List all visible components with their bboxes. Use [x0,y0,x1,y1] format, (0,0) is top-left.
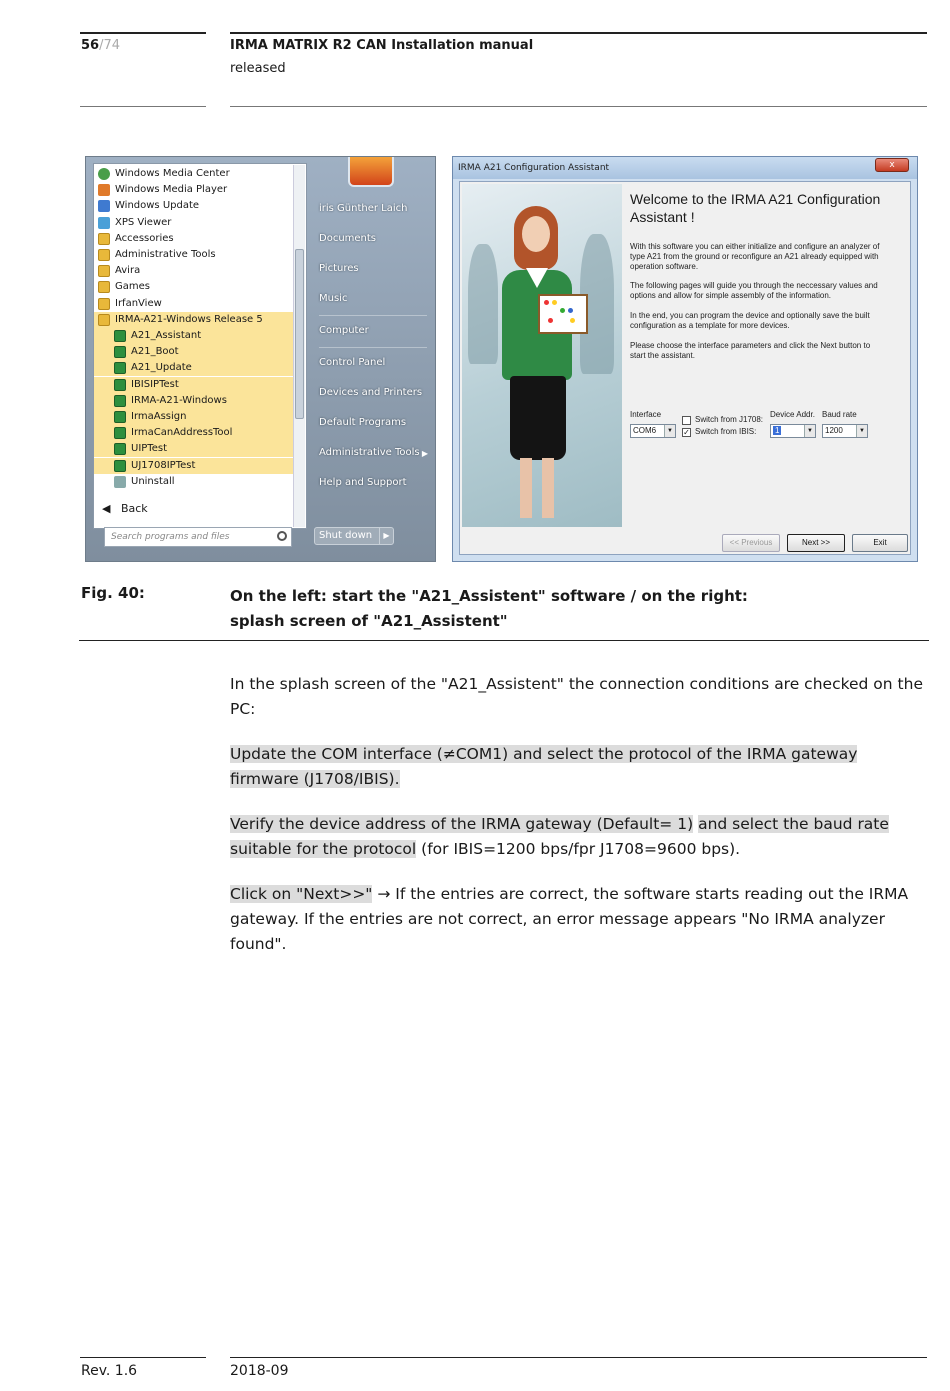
interface-label: Interface [630,410,662,419]
app-icon [114,460,126,472]
program-item[interactable] [94,409,294,425]
app-icon [114,443,126,455]
menu-separator [319,347,427,348]
highlight-baud-rate: and select the baud rate [698,815,889,833]
program-item-label: Accessories [115,232,174,244]
back-arrow-icon: ◀ [102,502,111,515]
close-icon[interactable]: x [875,158,909,172]
app-icon [114,427,126,439]
dialog-heading: Welcome to the IRMA A21 Configuration Assistant ! [630,191,881,225]
interface-select[interactable]: COM6 ▼ [630,424,676,438]
program-item[interactable] [94,231,294,247]
dialog-body [459,181,911,555]
footer-rule-right [230,1357,927,1358]
switch-j1708-checkbox[interactable] [682,416,691,425]
user-avatar [348,157,394,187]
program-item[interactable] [94,166,294,182]
media-center-icon [98,168,110,180]
app-icon [114,330,126,342]
app-icon [114,379,126,391]
program-item-label: UIPTest [131,443,167,455]
program-item-label: Avira [115,265,141,277]
baud-rate-label: Baud rate [822,410,857,419]
program-item[interactable] [94,296,294,312]
dialog-paragraph-4: Please choose the interface parameters and click the Next button to start the assistant. [630,341,871,360]
next-step-result: → If the entries are correct, the software starts reading out the IRMA gateway. If the entries are not correct, an error message appears "No IRMA analyzer found". [230,885,909,953]
caption-line-1: On the left: start the "A21_Assistent" software / on the right: [230,587,748,605]
device-addr-select[interactable]: 1 ▼ [770,424,816,438]
app-icon [114,346,126,358]
start-menu-link[interactable]: Control Panel [319,357,386,368]
program-item-label: UJ1708IPTest [131,459,196,471]
header-rule-left [80,32,206,34]
next-button[interactable]: Next >> [787,534,845,552]
windows-update-icon [98,200,110,212]
scrollbar-thumb[interactable] [295,249,304,419]
start-menu-link[interactable]: iris Günther Laich [319,203,408,214]
switch-j1708-label: Switch from J1708: [695,415,764,424]
back-button[interactable]: ◀ Back [102,502,148,515]
chevron-down-icon[interactable]: ▼ [804,425,815,437]
start-menu-link[interactable]: Pictures [319,263,359,274]
program-item[interactable] [94,360,294,376]
switch-ibis-checkbox[interactable]: ✓ [683,428,690,437]
start-menu-link[interactable]: Help and Support [319,477,407,488]
folder-icon [98,249,110,261]
program-item-label: Windows Media Center [115,168,230,179]
program-item-label: A21_Boot [131,346,179,358]
caption-line-2: splash screen of "A21_Assistent" [230,612,508,630]
app-icon [114,395,126,407]
program-item-label: Uninstall [131,475,175,487]
program-item-label: IBISIPTest [131,378,179,390]
program-item-label: IrmaAssign [131,411,187,422]
paragraph-intro: In the splash screen of the "A21_Assistent" the connection conditions are checked on the PC: [230,675,923,718]
header-bottom-rule-left [80,106,206,107]
program-item[interactable] [94,377,294,393]
baud-rate-select[interactable]: 1200 ▼ [822,424,868,438]
program-item-label: Windows Update [115,200,200,212]
program-item-label: IRMA-A21-Windows Release 5 [115,313,263,325]
program-item-label: Windows Media Player [115,184,228,196]
program-item[interactable] [94,312,294,328]
program-item[interactable] [94,344,294,360]
program-item-label: Administrative Tools [115,249,216,260]
start-menu-link[interactable]: Default Programs [319,417,407,428]
start-menu-link[interactable]: Devices and Printers [319,387,423,398]
header-rule-right [230,32,927,34]
program-item[interactable] [94,393,294,409]
shutdown-arrow-icon[interactable]: ▶ [379,528,393,544]
config-assistant-window [452,156,918,562]
footer-rule-left [80,1357,206,1358]
dialog-titlebar: IRMA A21 Configuration Assistant [453,157,917,179]
header-bottom-rule-right [230,106,927,107]
start-menu-screenshot [85,156,436,562]
search-input[interactable]: Search programs and files [104,527,292,547]
dialog-paragraph-2: The following pages will guide you through the neccessary values and options and allow for simple assembly of the information. [630,281,878,300]
app-icon [114,362,126,374]
program-item-label: A21_Update [131,362,192,374]
program-item-label: IrmaCanAddressTool [131,427,233,439]
previous-button[interactable]: << Previous [722,534,780,552]
program-item[interactable] [94,328,294,344]
revision: Rev. 1.6 [81,1363,138,1379]
folder-icon [98,265,110,277]
figure-caption [230,584,920,634]
folder-icon [98,314,110,326]
exit-button[interactable]: Exit [852,534,908,552]
program-item[interactable] [94,458,294,474]
caption-rule [79,640,929,641]
program-item-label: Games [115,281,150,293]
program-item[interactable] [94,263,294,279]
assistant-photo [462,184,622,527]
page-number: 56/74 [81,38,121,53]
highlight-device-address: Verify the device address of the IRMA gateway (Default= 1) [230,815,694,833]
program-item[interactable] [94,474,294,490]
program-item[interactable] [94,441,294,457]
shutdown-button[interactable]: Shut down ▶ [314,527,394,545]
dialog-paragraph-1: With this software you can either initialize and configure an analyzer of type A21 from the ground or reconfigure an A21 already equipped with operation software. [630,242,880,271]
programs-list [93,163,307,529]
uninstall-icon [114,476,126,488]
start-menu-right-pane [314,157,436,561]
program-item-label: A21_Assistant [131,330,202,341]
program-item[interactable] [94,215,294,231]
paragraph-com-interface [230,742,930,792]
folder-icon [98,281,110,293]
paragraph-next-step [230,882,930,957]
program-item[interactable] [94,198,294,214]
xps-viewer-icon [98,217,110,229]
baud-rate-values: (for IBIS=1200 bps/fpr J1708=9600 bps). [416,840,741,858]
program-item[interactable] [94,182,294,198]
programs-scrollbar[interactable] [293,165,305,527]
program-item[interactable] [94,279,294,295]
submenu-arrow-icon[interactable]: ▶ [421,449,428,458]
document-status: released [230,61,286,76]
program-item-label: IRMA-A21-Windows [131,394,227,406]
chevron-down-icon[interactable]: ▼ [664,425,675,437]
menu-separator [319,315,427,316]
app-icon [114,411,126,423]
document-title: IRMA MATRIX R2 CAN Installation manual [230,38,534,53]
highlight-protocol: suitable for the protocol [230,840,417,858]
program-item-label: IrfanView [115,297,162,309]
document-date: 2018-09 [230,1363,289,1379]
start-menu-link[interactable]: Administrative Tools [319,447,420,458]
chevron-down-icon[interactable]: ▼ [856,425,867,437]
search-icon [277,531,287,541]
program-item[interactable] [94,425,294,441]
folder-icon [98,233,110,245]
program-item-label: XPS Viewer [115,216,172,228]
media-player-icon [98,184,110,196]
highlight-next: Click on "Next>>" [230,885,373,903]
paragraph-device-address [230,812,930,862]
device-addr-label: Device Addr. [770,410,815,419]
highlight-com-interface: Update the COM interface (≠COM1) and select the protocol of the IRMA gateway firmware (J1708/IBIS). [230,745,858,788]
start-menu-link[interactable]: Documents [319,233,377,244]
figure-label: Fig. 40: [81,584,145,602]
dialog-paragraph-3: In the end, you can program the device and optionally save the built configuration as a template for more devices. [630,311,870,330]
start-menu-link[interactable]: Computer [319,325,369,336]
start-menu-link[interactable]: Music [319,293,348,304]
folder-icon [98,298,110,310]
switch-ibis-label: Switch from IBIS: [695,427,757,436]
program-item[interactable] [94,247,294,263]
page-total: /74 [99,38,121,53]
